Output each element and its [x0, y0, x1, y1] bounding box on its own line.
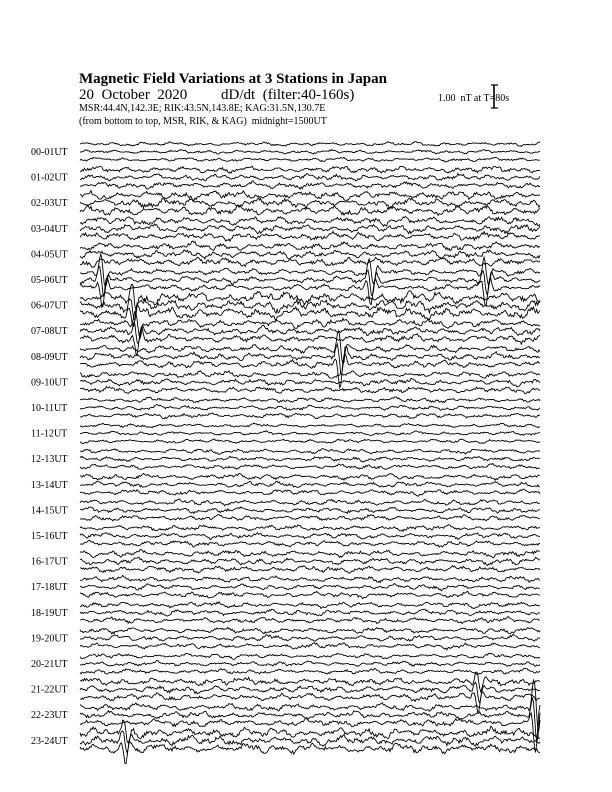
trace-rik — [80, 224, 540, 234]
hour-label: 05-06UT — [31, 275, 68, 286]
trace-kag — [80, 473, 540, 480]
trace-rik — [80, 431, 540, 436]
station-order-note: (from bottom to top, MSR, RIK, & KAG) midnight=1500UT — [79, 116, 327, 127]
trace-msr — [80, 668, 540, 674]
hour-label: 22-23UT — [31, 710, 68, 722]
trace-rik — [80, 697, 540, 742]
hour-label: 03-04UT — [31, 223, 68, 235]
trace-rik — [80, 198, 540, 208]
trace-msr — [80, 413, 540, 419]
trace-kag — [80, 423, 540, 428]
hour-label: 11-12UT — [31, 428, 68, 440]
trace-msr — [80, 231, 540, 241]
trace-kag — [80, 550, 540, 558]
trace-msr — [80, 566, 540, 574]
trace-rik — [80, 250, 540, 259]
hour-label: 04-05UT — [31, 249, 68, 261]
trace-rik — [80, 379, 540, 387]
trace-msr — [80, 387, 540, 394]
trace-kag — [80, 449, 540, 455]
hour-label: 14-15UT — [31, 505, 68, 517]
hour-label: 06-07UT — [31, 300, 68, 312]
trace-kag — [80, 331, 540, 364]
trace-msr — [80, 616, 540, 623]
trace-msr — [80, 541, 540, 548]
trace-msr — [80, 463, 540, 469]
station-coordinates: MSR:44.4N,142.3E; RIK:43.5N,143.8E; KAG:31.5N,130.7E — [79, 103, 326, 114]
trace-rik — [80, 731, 540, 753]
trace-rik — [80, 174, 540, 181]
trace-rik — [80, 507, 540, 514]
hour-label: 15-16UT — [31, 531, 68, 542]
chart-title: Magnetic Field Variations at 3 Stations in Japan — [79, 71, 387, 87]
trace-rik — [80, 635, 540, 642]
trace-kag — [80, 284, 540, 310]
hour-label: 20-21UT — [31, 659, 68, 670]
trace-rik — [80, 660, 540, 666]
trace-kag — [80, 254, 540, 287]
trace-kag — [80, 397, 540, 403]
hour-label: 02-03UT — [31, 198, 68, 210]
trace-kag — [80, 191, 540, 202]
hour-label: 23-24UT — [31, 735, 68, 747]
trace-rik — [80, 682, 540, 703]
hour-label: 16-17UT — [31, 556, 68, 568]
trace-rik — [80, 299, 540, 320]
trace-msr — [80, 591, 540, 598]
hour-label: 13-14UT — [31, 479, 68, 491]
trace-msr — [80, 181, 540, 189]
trace-kag — [80, 499, 540, 506]
trace-kag — [80, 653, 540, 659]
trace-kag — [80, 602, 540, 609]
trace-rik — [80, 405, 540, 411]
trace-kag — [80, 627, 540, 634]
trace-group — [80, 142, 540, 764]
trace-msr — [80, 705, 540, 752]
trace-rik — [80, 584, 540, 591]
trace-msr — [80, 205, 540, 216]
trace-msr — [80, 439, 540, 444]
trace-rik — [80, 557, 540, 565]
trace-rik — [80, 481, 540, 487]
trace-kag — [80, 525, 540, 532]
chart-subtitle-date: 20 October 2020 dD/dt (filter:40-160s) — [79, 87, 355, 103]
hour-label: 08-09UT — [31, 351, 68, 363]
trace-msr — [80, 327, 540, 355]
trace-msr — [80, 257, 540, 267]
trace-rik — [80, 609, 540, 616]
hour-label: 00-01UT — [31, 147, 68, 158]
trace-kag — [80, 371, 540, 378]
trace-msr — [80, 692, 540, 712]
hour-label: 12-13UT — [31, 454, 68, 466]
trace-msr — [80, 515, 540, 521]
hour-label: 18-19UT — [31, 607, 68, 619]
trace-msr — [80, 157, 540, 162]
trace-rik — [80, 456, 540, 462]
hour-label: 01-02UT — [31, 172, 68, 184]
scale-bar-label: 1.00 nT at T=80s — [438, 93, 510, 104]
hour-label: 09-10UT — [31, 377, 68, 389]
hour-label: 19-20UT — [31, 633, 68, 645]
trace-msr — [80, 643, 540, 650]
trace-kag — [80, 142, 540, 147]
trace-rik — [80, 150, 540, 155]
trace-rik — [80, 533, 540, 540]
trace-kag — [80, 166, 540, 173]
trace-kag — [80, 217, 540, 227]
hour-label: 17-18UT — [31, 582, 68, 594]
hour-label: 21-22UT — [31, 684, 68, 696]
trace-kag — [80, 672, 540, 692]
trace-kag — [80, 575, 540, 582]
trace-msr — [80, 489, 540, 496]
hour-label: 10-11UT — [31, 403, 68, 414]
hour-label-group — [31, 147, 68, 747]
hour-label: 07-08UT — [31, 326, 68, 338]
trace-kag — [80, 241, 540, 251]
